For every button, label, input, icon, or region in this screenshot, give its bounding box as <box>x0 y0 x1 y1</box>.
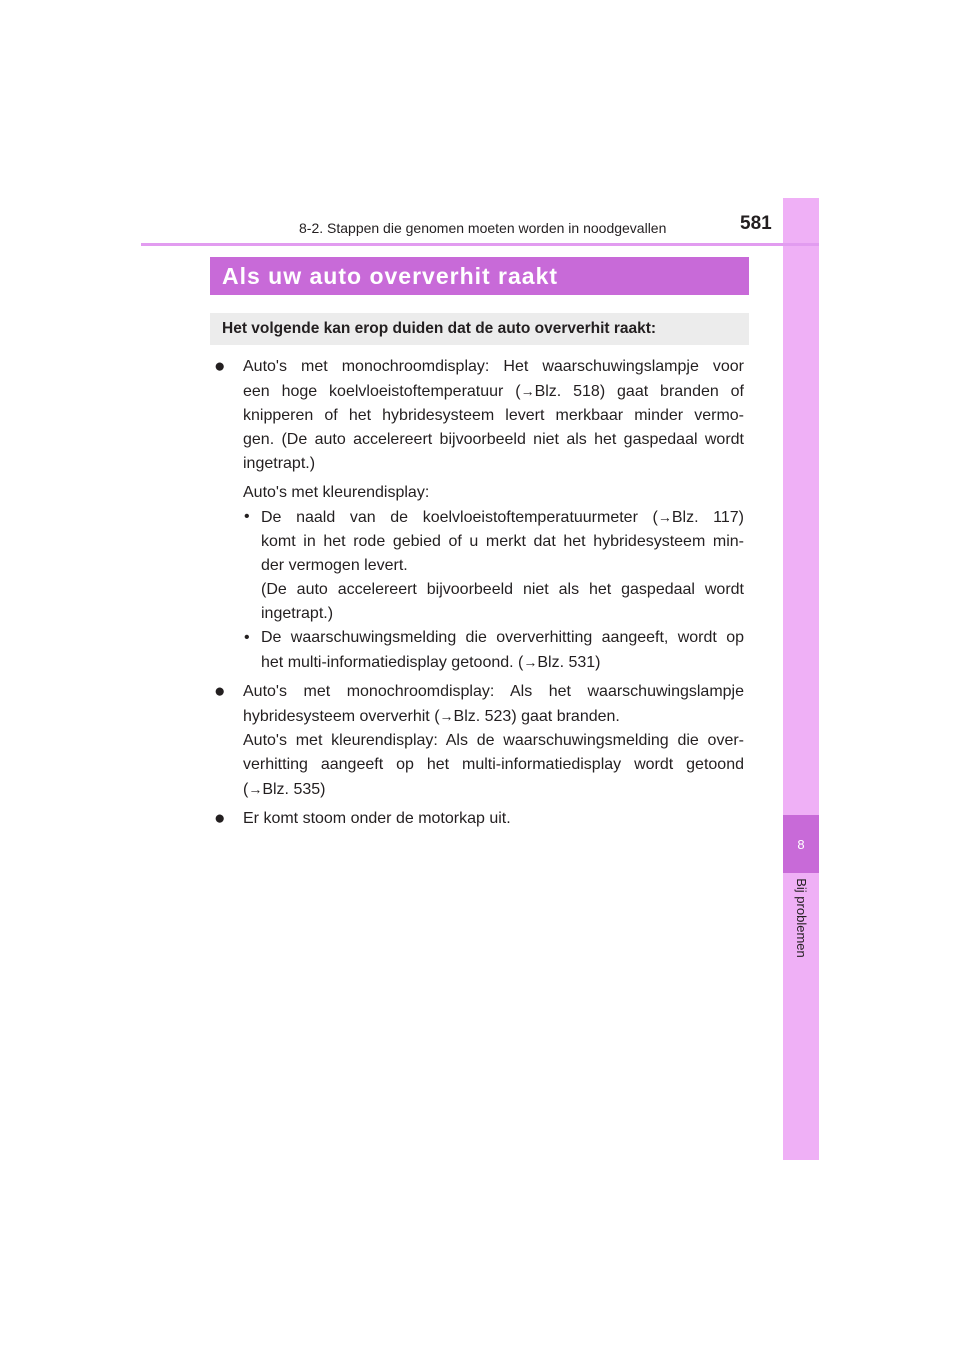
bullet-icon: ● <box>214 681 226 702</box>
bullet-icon: ● <box>214 808 226 829</box>
text-line: hybridesysteem oververhit (→Blz. 523) gaat branden. <box>243 708 620 725</box>
text-line: Auto's met monochroomdisplay: Als het waarschuwingslampje <box>243 683 744 700</box>
list-item <box>214 807 744 831</box>
text-line: (De auto accelereert bijvoorbeeld niet als het gaspedaal wordt <box>261 581 744 598</box>
chapter-side-tab <box>783 198 819 1160</box>
text-line: der vermogen levert. <box>261 557 408 574</box>
list-item <box>214 680 744 802</box>
sub-bullet-icon: • <box>244 629 250 646</box>
arrow-icon: → <box>657 509 672 525</box>
chapter-label: Bij problemen <box>794 878 809 958</box>
arrow-icon: → <box>523 654 538 670</box>
text-line: ingetrapt.) <box>243 455 316 472</box>
text-line: De waarschuwingsmelding die oververhitting aangeeft, wordt op <box>261 629 744 646</box>
section-title: Als uw auto oververhit raakt <box>210 257 749 295</box>
text-line: komt in het rode gebied of u merkt dat het hybridesysteem min- <box>261 533 744 550</box>
list-item <box>214 355 744 675</box>
text-line: (→Blz. 535) <box>243 781 326 798</box>
text-line: knipperen of het hybridesysteem levert merkbaar minder vermo- <box>243 407 744 424</box>
page-reference: Blz. 117) <box>671 509 744 526</box>
text-line: De naald van de koelvloeistoftemperatuurmeter (→Blz. 117) <box>261 509 744 526</box>
text-line: het multi-informatiedisplay getoond. (→Blz. 531) <box>261 654 601 671</box>
arrow-icon: → <box>520 383 535 399</box>
text-line: Auto's met monochroomdisplay: Het waarschuwingslampje voor <box>243 358 744 375</box>
section-path: 8-2. Stappen die genomen moeten worden in noodgevallen <box>299 220 667 236</box>
page-reference: Blz. 518) gaat branden of <box>534 383 744 400</box>
page-reference: Blz. 523) gaat branden. <box>453 708 620 725</box>
text-line: een hoge koelvloeistoftemperatuur (→Blz. 518) gaat branden of <box>243 383 744 400</box>
page-number: 581 <box>740 213 772 234</box>
color-display-heading: Auto's met kleurendisplay: <box>243 484 430 501</box>
text-line: Auto's met kleurendisplay: Als de waarschuwingsmelding die over- <box>243 732 744 749</box>
header-rule <box>141 243 819 246</box>
arrow-icon: → <box>248 781 263 797</box>
body-content <box>214 355 744 831</box>
sub-bullet-icon: • <box>244 508 250 525</box>
sub-list-item <box>243 505 744 626</box>
page-reference: Blz. 535) <box>262 781 326 798</box>
text-line: ingetrapt.) <box>261 605 334 622</box>
page-reference: Blz. 531) <box>537 654 601 671</box>
intro-box: Het volgende kan erop duiden dat de auto oververhit raakt: <box>210 313 749 345</box>
sub-list-item <box>243 626 744 675</box>
chapter-number: 8 <box>797 836 805 852</box>
bullet-icon: ● <box>214 356 226 377</box>
arrow-icon: → <box>439 708 454 724</box>
text-line: verhitting aangeeft op het multi-informatiedisplay wordt getoond <box>243 756 744 773</box>
text-line: gen. (De auto accelereert bijvoorbeeld niet als het gaspedaal wordt <box>243 431 744 448</box>
text-line: Er komt stoom onder de motorkap uit. <box>243 810 511 827</box>
chapter-number-badge <box>783 815 819 873</box>
